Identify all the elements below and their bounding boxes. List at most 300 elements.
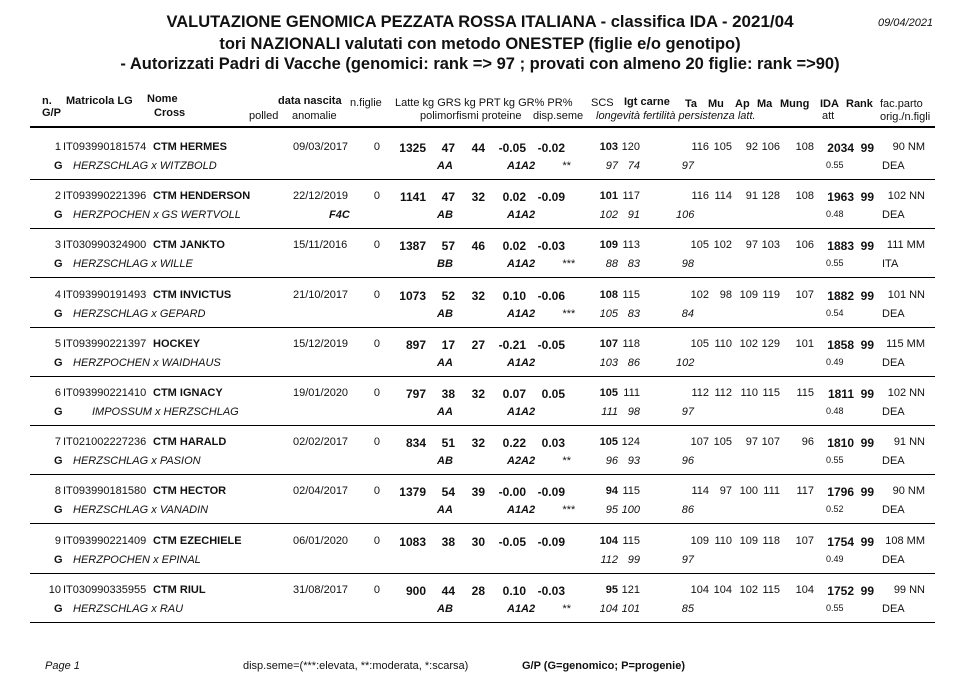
- ap: 102: [739, 337, 758, 350]
- rank: 99: [860, 288, 874, 303]
- gp-legend: G/P (G=genomico; P=progenie): [522, 660, 685, 672]
- fertilita: 83: [627, 258, 640, 271]
- bull-name: CTM HENDERSON: [153, 190, 251, 203]
- ma: 111: [763, 485, 780, 498]
- persistenza: 84: [681, 307, 694, 320]
- anomalie: F4C: [329, 209, 350, 222]
- col-ap: Ap: [735, 98, 750, 110]
- gr-perc: -0.05: [498, 141, 526, 155]
- longevita: 103: [599, 356, 618, 369]
- ida: 1883: [827, 239, 854, 254]
- cross-sire: HERZPOCHEN: [73, 553, 151, 566]
- cross-dam: WILLE: [159, 258, 193, 271]
- orig: DEA: [882, 504, 905, 517]
- fertilita: 86: [627, 356, 640, 369]
- mu: 102: [713, 239, 732, 252]
- row-divider: [30, 622, 935, 623]
- ta: 102: [690, 288, 709, 301]
- k-casein: AB: [437, 455, 453, 468]
- cross: [73, 504, 208, 516]
- cross-dam: GS WERTVOLL: [161, 209, 241, 222]
- persistenza: 97: [681, 406, 694, 418]
- orig: DEA: [882, 455, 905, 468]
- gp-flag: G: [54, 504, 63, 517]
- col-matricola: Matricola LG: [66, 95, 133, 107]
- latte-kg: 1083: [399, 534, 426, 549]
- orig: ITA: [882, 258, 899, 271]
- rank: 99: [860, 387, 874, 401]
- igt-carne: 117: [622, 190, 640, 203]
- latte-kg: 1387: [399, 239, 426, 254]
- k-casein: AB: [437, 602, 453, 615]
- ap: 110: [740, 387, 758, 399]
- matricola: IT030990324900: [63, 239, 147, 252]
- row-divider: [30, 327, 935, 328]
- cross-sire: HERZSCHLAG: [73, 307, 149, 320]
- col-traits: Latte kg GRS kg PRT kg GR% PR%: [395, 97, 573, 109]
- row-divider: [30, 277, 935, 278]
- cross-dam: WAIDHAUS: [161, 356, 221, 369]
- scs: 108: [599, 288, 618, 301]
- cross-sire: HERZSCHLAG: [73, 160, 149, 172]
- ap: 109: [739, 534, 758, 547]
- ida: 1754: [827, 534, 854, 549]
- mu: 114: [714, 190, 732, 203]
- cross-dam: VANADIN: [159, 504, 209, 517]
- scs: 103: [599, 141, 618, 153]
- matricola: IT093990221409: [63, 534, 147, 547]
- mu: 97: [719, 485, 732, 498]
- cross-dam: PASION: [159, 455, 201, 468]
- pr-perc: -0.09: [537, 485, 565, 500]
- pr-perc: -0.05: [537, 337, 565, 352]
- matricola: IT093990221410: [63, 387, 147, 399]
- gr-perc: 0.10: [502, 288, 526, 303]
- gp-flag: G: [54, 356, 63, 369]
- col-n: n.: [42, 95, 52, 107]
- cross: [92, 406, 239, 418]
- cross-sire: IMPOSSUM: [92, 406, 152, 418]
- cross: [73, 258, 193, 270]
- fac-parto: 91 NN: [893, 436, 925, 449]
- bull-name: CTM RIUL: [153, 583, 206, 596]
- longevita: 104: [599, 602, 618, 615]
- gp-flag: G: [54, 553, 63, 566]
- longevita: 96: [605, 455, 618, 468]
- k-casein: BB: [437, 258, 453, 271]
- latte-kg: 1141: [399, 190, 426, 205]
- fac-parto: 115 MM: [886, 337, 925, 350]
- ap: 102: [739, 583, 758, 596]
- k-casein: AB: [437, 307, 453, 320]
- col-mu: Mu: [708, 98, 724, 110]
- k-casein: AB: [437, 209, 453, 222]
- disp-seme-legend: disp.seme=(***:elevata, **:moderata, *:scarsa): [243, 660, 469, 672]
- ta: 107: [690, 436, 709, 449]
- birth-date: 09/03/2017: [293, 141, 349, 153]
- row-number: 6: [54, 387, 61, 399]
- longevita: 102: [599, 209, 618, 222]
- mu: 105: [713, 436, 732, 449]
- fac-parto: 99 NN: [893, 583, 925, 596]
- ap: 97: [745, 436, 758, 449]
- grs-kg: 54: [441, 485, 455, 500]
- mu: 105: [713, 141, 732, 153]
- scs: 109: [599, 239, 618, 252]
- beta-casein: A1A2: [507, 160, 536, 172]
- row-number: 3: [54, 239, 61, 252]
- longevita: 111: [601, 406, 618, 418]
- gr-perc: -0.21: [498, 337, 526, 352]
- col-fac-parto: fac.parto: [880, 98, 923, 110]
- col-att: att: [822, 110, 835, 122]
- cross-separator: x: [148, 258, 160, 271]
- scs: 105: [599, 436, 618, 449]
- persistenza: 86: [681, 504, 694, 517]
- scs: 94: [605, 485, 618, 498]
- att: 0.48: [826, 209, 844, 220]
- mung: 107: [795, 288, 814, 301]
- att: 0.54: [826, 307, 844, 318]
- prt-kg: 30: [471, 534, 485, 549]
- gr-perc: -0.05: [498, 534, 526, 549]
- igt-carne: 111: [623, 387, 640, 399]
- mu: 110: [714, 534, 732, 547]
- mung: 104: [795, 583, 814, 596]
- mu: 110: [714, 337, 732, 350]
- ma: 119: [762, 288, 780, 301]
- fac-parto: 101 NN: [887, 288, 925, 301]
- n-figlie: 0: [373, 190, 380, 203]
- row-divider: [30, 523, 935, 524]
- igt-carne: 121: [621, 583, 640, 596]
- orig: DEA: [882, 406, 905, 418]
- matricola: IT030990335955: [63, 583, 147, 596]
- birth-date: 21/10/2017: [293, 288, 349, 301]
- bull-name: HOCKEY: [153, 337, 201, 350]
- ma: 128: [761, 190, 780, 203]
- orig: DEA: [882, 356, 905, 369]
- col-longevita: longevità fertilità persistenza latt.: [596, 110, 756, 122]
- gr-perc: -0.00: [498, 485, 526, 500]
- disp-seme: ***: [562, 504, 575, 517]
- fertilita: 101: [621, 602, 640, 615]
- col-mung: Mung: [780, 98, 810, 110]
- cross-separator: x: [148, 307, 160, 320]
- ap: 100: [739, 485, 758, 498]
- latte-kg: 897: [405, 337, 426, 352]
- col-orig-figli: orig./n.figli: [880, 111, 931, 123]
- rank: 99: [860, 190, 874, 205]
- col-scs: SCS: [591, 97, 614, 109]
- cross: [73, 603, 183, 615]
- title-line1: VALUTAZIONE GENOMICA PEZZATA ROSSA ITALIANA - classifica IDA -: [166, 13, 728, 31]
- matricola: IT093990181580: [63, 485, 147, 498]
- col-rank: Rank: [846, 98, 873, 110]
- disp-seme: **: [562, 160, 571, 172]
- row-number: 7: [54, 436, 61, 449]
- pr-perc: -0.02: [537, 141, 565, 155]
- report-date: 09/04/2021: [878, 17, 934, 29]
- rank: 99: [860, 485, 874, 500]
- rank: 99: [860, 239, 874, 254]
- mung: 115: [796, 387, 814, 399]
- row-divider: [30, 376, 935, 377]
- gr-perc: 0.07: [502, 387, 526, 401]
- beta-casein: A1A2: [507, 209, 536, 222]
- gp-flag: G: [54, 307, 63, 320]
- grs-kg: 47: [441, 141, 455, 155]
- ma: 103: [761, 239, 780, 252]
- ma: 115: [762, 583, 780, 596]
- row-divider: [30, 425, 935, 426]
- gr-perc: 0.10: [502, 583, 526, 598]
- ta: 112: [691, 387, 709, 399]
- scs: 105: [599, 387, 618, 399]
- page-number: Page 1: [45, 660, 80, 672]
- beta-casein: A1A2: [507, 602, 536, 615]
- igt-carne: 118: [622, 337, 640, 350]
- orig: DEA: [882, 602, 905, 615]
- title-line2: tori NAZIONALI valutati con metodo ONESTEP (figlie e/o genotipo): [219, 35, 741, 53]
- cross: [73, 209, 241, 221]
- persistenza: 97: [681, 553, 694, 566]
- scs: 95: [605, 583, 618, 596]
- cross-separator: x: [151, 406, 164, 418]
- cross-dam: GEPARD: [159, 307, 206, 320]
- cross-dam: HERZSCHLAG: [163, 406, 239, 418]
- n-figlie: 0: [373, 485, 380, 498]
- latte-kg: 900: [405, 583, 426, 598]
- title-line3: - Autorizzati Padri di Vacche (genomici: rank => 97 ; provati con almeno 20 figlie: rank =>90): [120, 55, 840, 73]
- row-divider: [30, 228, 935, 229]
- grs-kg: 38: [441, 534, 455, 549]
- k-casein: AA: [437, 504, 453, 517]
- row-number: 9: [54, 534, 61, 547]
- cross-sire: HERZPOCHEN: [73, 209, 151, 222]
- att: 0.55: [826, 602, 844, 613]
- rank: 99: [860, 141, 874, 155]
- ta: 109: [690, 534, 709, 547]
- ap: 97: [745, 239, 758, 252]
- gp-flag: G: [54, 258, 63, 271]
- ta: 104: [690, 583, 709, 596]
- igt-carne: 115: [622, 534, 640, 547]
- birth-date: 15/11/2016: [293, 239, 348, 252]
- latte-kg: 1073: [399, 288, 426, 303]
- orig: DEA: [882, 307, 905, 320]
- col-ta: Ta: [685, 98, 698, 110]
- ta: 116: [691, 141, 709, 153]
- n-figlie: 0: [373, 387, 380, 399]
- n-figlie: 0: [373, 239, 380, 252]
- cross-separator: x: [150, 209, 162, 222]
- row-divider: [30, 179, 935, 180]
- matricola: IT021002227236: [63, 436, 147, 449]
- cross-sire: HERZSCHLAG: [73, 258, 149, 271]
- ta: 114: [691, 485, 709, 498]
- longevita: 112: [600, 553, 618, 566]
- ma: 115: [762, 387, 780, 399]
- ida: 2034: [827, 141, 854, 155]
- grs-kg: 47: [441, 190, 455, 205]
- row-number: 4: [54, 288, 61, 301]
- cross-separator: x: [150, 553, 162, 566]
- gp-flag: G: [54, 602, 63, 615]
- ida: 1796: [827, 485, 854, 500]
- igt-carne: 115: [622, 485, 640, 498]
- ida: 1963: [827, 190, 854, 205]
- orig: DEA: [882, 160, 905, 172]
- rank: 99: [860, 583, 874, 598]
- att: 0.49: [826, 553, 844, 564]
- orig: DEA: [882, 209, 905, 222]
- beta-casein: A1A2: [507, 406, 536, 418]
- beta-casein: A2A2: [507, 455, 536, 468]
- cross-dam: RAU: [159, 602, 184, 615]
- col-polled: polled: [249, 110, 279, 122]
- grs-kg: 52: [441, 288, 455, 303]
- igt-carne: 124: [621, 436, 640, 449]
- n-figlie: 0: [373, 141, 380, 153]
- beta-casein: A1A2: [507, 307, 536, 320]
- pr-perc: -0.03: [537, 583, 565, 598]
- fertilita: 100: [621, 504, 640, 517]
- col-ida: IDA: [820, 98, 839, 110]
- cross-separator: x: [148, 455, 160, 468]
- bull-name: CTM IGNACY: [153, 387, 223, 399]
- cross: [73, 455, 201, 467]
- n-figlie: 0: [373, 436, 380, 449]
- k-casein: AA: [437, 160, 453, 172]
- ma: 118: [762, 534, 780, 547]
- longevita: 95: [605, 504, 618, 517]
- rank: 99: [860, 337, 874, 352]
- ma: 107: [761, 436, 780, 449]
- ta: 105: [690, 337, 709, 350]
- pr-perc: 0.03: [541, 436, 565, 451]
- col-data-nascita: data nascita: [278, 95, 342, 107]
- col-cross: Cross: [154, 107, 186, 119]
- att: 0.52: [826, 504, 844, 515]
- mu: 98: [719, 288, 732, 301]
- col-nome: Nome: [147, 93, 178, 105]
- report-title: [0, 12, 960, 32]
- fertilita: 83: [627, 307, 640, 320]
- col-polimorfismi: polimorfismi proteine: [420, 110, 522, 122]
- rank: 99: [860, 436, 874, 451]
- longevita: 88: [605, 258, 618, 271]
- pr-perc: 0.05: [541, 387, 565, 401]
- fac-parto: 90 NM: [892, 141, 925, 153]
- ida: 1858: [827, 337, 854, 352]
- mu: 112: [714, 387, 732, 399]
- pr-perc: -0.03: [537, 239, 565, 254]
- birth-date: 31/08/2017: [293, 583, 349, 596]
- persistenza: 106: [676, 209, 695, 222]
- col-ma: Ma: [757, 98, 773, 110]
- fac-parto: 90 NM: [892, 485, 925, 498]
- rank: 99: [860, 534, 874, 549]
- grs-kg: 38: [441, 387, 455, 401]
- gp-flag: G: [54, 455, 63, 468]
- mung: 108: [795, 141, 814, 153]
- bull-name: CTM INVICTUS: [153, 288, 232, 301]
- igt-carne: 120: [621, 141, 640, 153]
- gr-perc: 0.02: [502, 190, 526, 205]
- col-anomalie: anomalie: [292, 110, 337, 122]
- cross: [73, 160, 217, 172]
- persistenza: 97: [681, 160, 694, 172]
- birth-date: 22/12/2019: [293, 190, 349, 203]
- n-figlie: 0: [373, 534, 380, 547]
- mung: 107: [795, 534, 814, 547]
- report-year: 2021/04: [732, 12, 794, 31]
- col-disp-seme: disp.seme: [533, 110, 584, 122]
- disp-seme: ***: [562, 258, 575, 271]
- birth-date: 02/04/2017: [293, 485, 349, 498]
- ma: 106: [761, 141, 780, 153]
- ida: 1882: [827, 288, 854, 303]
- persistenza: 85: [681, 602, 694, 615]
- bull-name: CTM HECTOR: [153, 485, 227, 498]
- n-figlie: 0: [373, 288, 380, 301]
- matricola: IT093990221397: [63, 337, 147, 350]
- att: 0.55: [826, 455, 844, 466]
- mung: 96: [801, 436, 814, 449]
- cross-sire: HERZSCHLAG: [73, 504, 149, 517]
- prt-kg: 46: [471, 239, 485, 254]
- ap: 91: [745, 190, 758, 203]
- col-igt-carne: Igt carne: [624, 96, 670, 108]
- prt-kg: 32: [471, 288, 485, 303]
- prt-kg: 32: [471, 190, 485, 205]
- latte-kg: 834: [405, 436, 426, 451]
- birth-date: 19/01/2020: [293, 387, 349, 399]
- gr-perc: 0.22: [502, 436, 526, 451]
- beta-casein: A1A2: [507, 504, 536, 517]
- matricola: IT093990221396: [63, 190, 147, 203]
- ida: 1810: [827, 436, 854, 451]
- latte-kg: 797: [405, 387, 426, 401]
- grs-kg: 44: [441, 583, 455, 598]
- latte-kg: 1379: [399, 485, 426, 500]
- cross-dam: EPINAL: [161, 553, 201, 566]
- bull-name: CTM HARALD: [153, 436, 227, 449]
- gp-flag: G: [54, 209, 63, 222]
- fac-parto: 108 MM: [885, 534, 925, 547]
- beta-casein: A1A2: [507, 356, 536, 369]
- att: 0.49: [826, 356, 844, 367]
- row-divider: [30, 474, 935, 475]
- birth-date: 15/12/2019: [293, 337, 349, 350]
- ap: 109: [739, 288, 758, 301]
- persistenza: 102: [676, 356, 695, 369]
- mung: 108: [795, 190, 814, 203]
- cross: [73, 357, 221, 369]
- prt-kg: 27: [471, 337, 485, 352]
- cross-sire: HERZPOCHEN: [73, 356, 151, 369]
- ap: 92: [745, 141, 758, 153]
- disp-seme: ***: [562, 307, 575, 320]
- att: 0.48: [826, 406, 844, 416]
- cross: [73, 308, 205, 320]
- prt-kg: 44: [471, 141, 485, 155]
- cross-separator: x: [148, 602, 160, 615]
- pr-perc: -0.06: [537, 288, 565, 303]
- ta: 105: [690, 239, 709, 252]
- att: 0.55: [826, 160, 844, 170]
